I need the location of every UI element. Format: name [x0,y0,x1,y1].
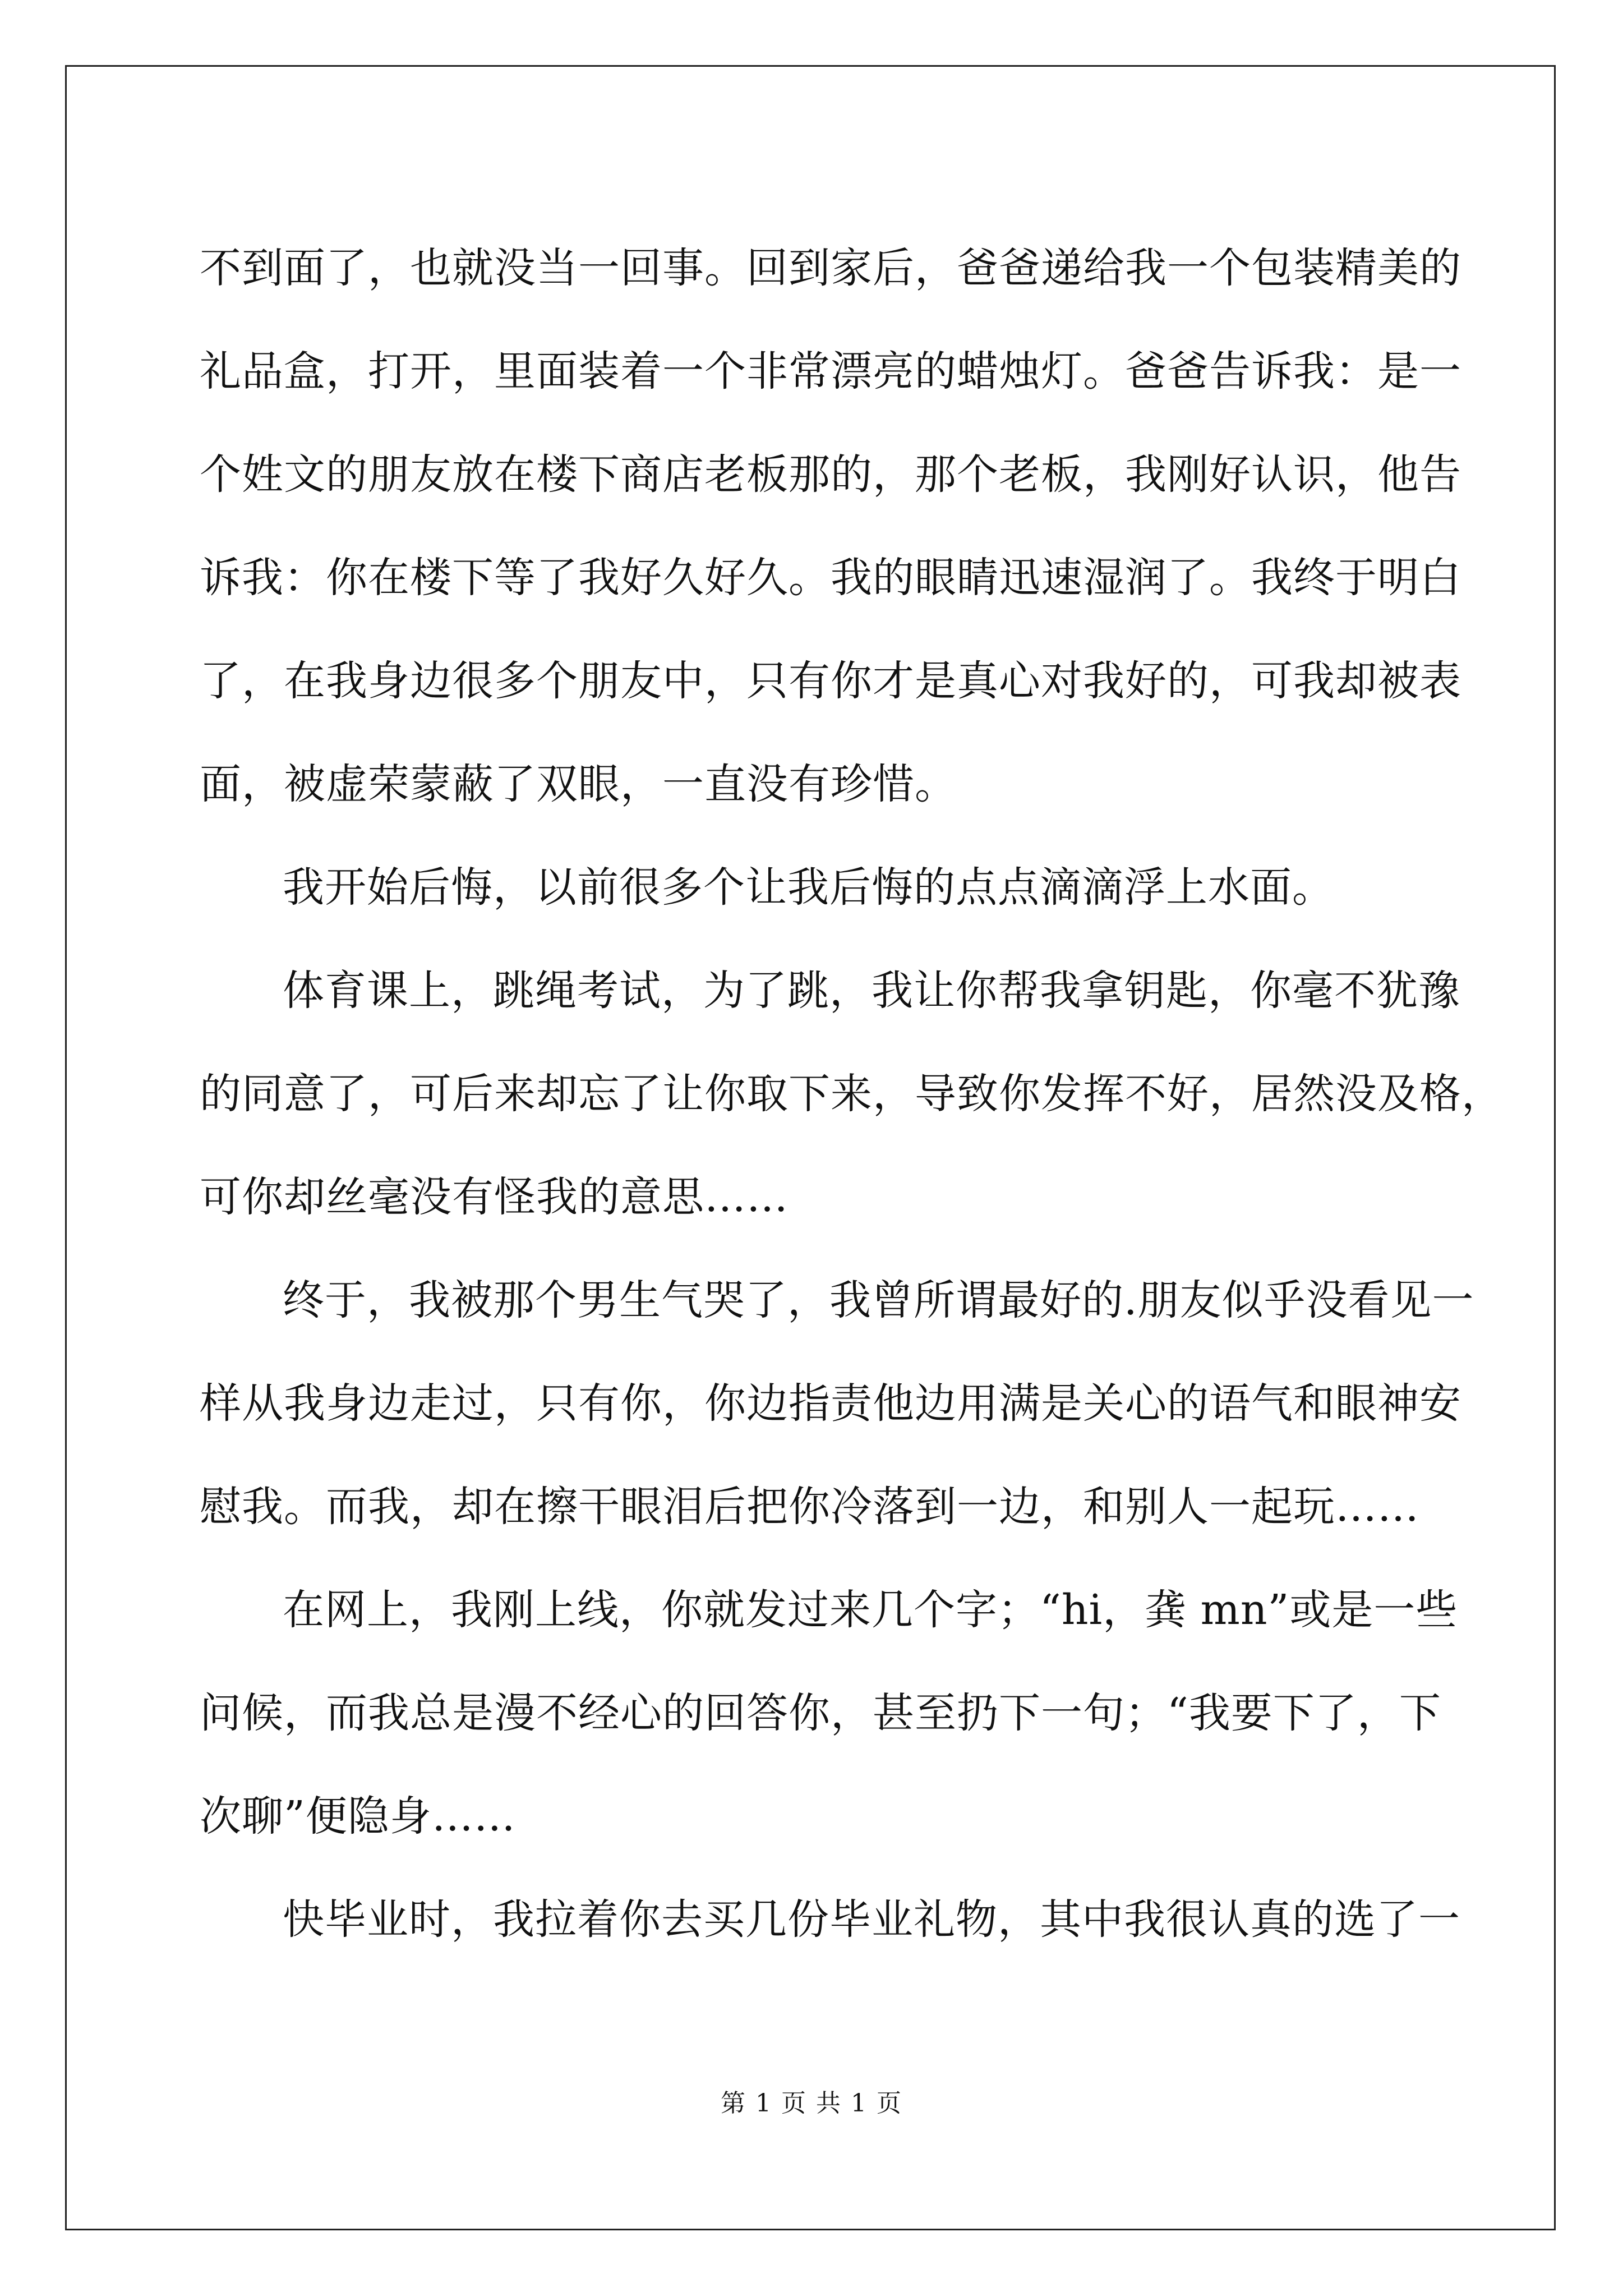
text-line: 不到面了，也就没当一回事。回到家后，爸爸递给我一个包装精美的 [200,244,1461,292]
paragraph-start-line: 快毕业时，我拉着你去买几份毕业礼物，其中我很认真的选了一 [283,1895,1460,1944]
text-line: 慰我。而我，却在擦干眼泪后把你冷落到一边，和别人一起玩…… [200,1483,1419,1531]
text-line: 问候，而我总是漫不经心的回答你，甚至扔下一句；“我要下了，下 [200,1689,1441,1737]
text-line: 礼品盒，打开，里面装着一个非常漂亮的蜡烛灯。爸爸告诉我：是一 [200,347,1461,395]
text-line: 了，在我身边很多个朋友中，只有你才是真心对我好的，可我却被表 [200,657,1461,705]
document-body [200,217,1504,1971]
paragraph-start-line: 在网上，我刚上线，你就发过来几个字；“hi，龚 mn”或是一些 [283,1586,1458,1634]
text-line: 的同意了，可后来却忘了让你取下来，导致你发挥不好，居然没及格， [200,1070,1504,1118]
text-line: 可你却丝毫没有怪我的意思…… [200,1173,789,1221]
page-number-footer: 第 1 页 共 1 页 [721,2089,902,2118]
paragraph-start-line: 体育课上，跳绳考试，为了跳，我让你帮我拿钥匙，你毫不犹豫 [283,967,1460,1015]
paragraph-start-line: 终于，我被那个男生气哭了，我曾所谓最好的.朋友似乎没看见一 [283,1276,1474,1324]
text-line: 个姓文的朋友放在楼下商店老板那的，那个老板，我刚好认识，他告 [200,450,1461,499]
text-line: 次聊”便隐身…… [200,1792,516,1841]
text-line: 样从我身边走过，只有你，你边指责他边用满是关心的语气和眼神安 [200,1379,1461,1428]
text-line: 面，被虚荣蒙蔽了双眼，一直没有珍惜。 [200,760,957,808]
text-line: 诉我：你在楼下等了我好久好久。我的眼睛迅速湿润了。我终于明白 [200,554,1461,602]
paragraph-start-line: 我开始后悔，以前很多个让我后悔的点点滴滴浮上水面。 [283,863,1334,912]
